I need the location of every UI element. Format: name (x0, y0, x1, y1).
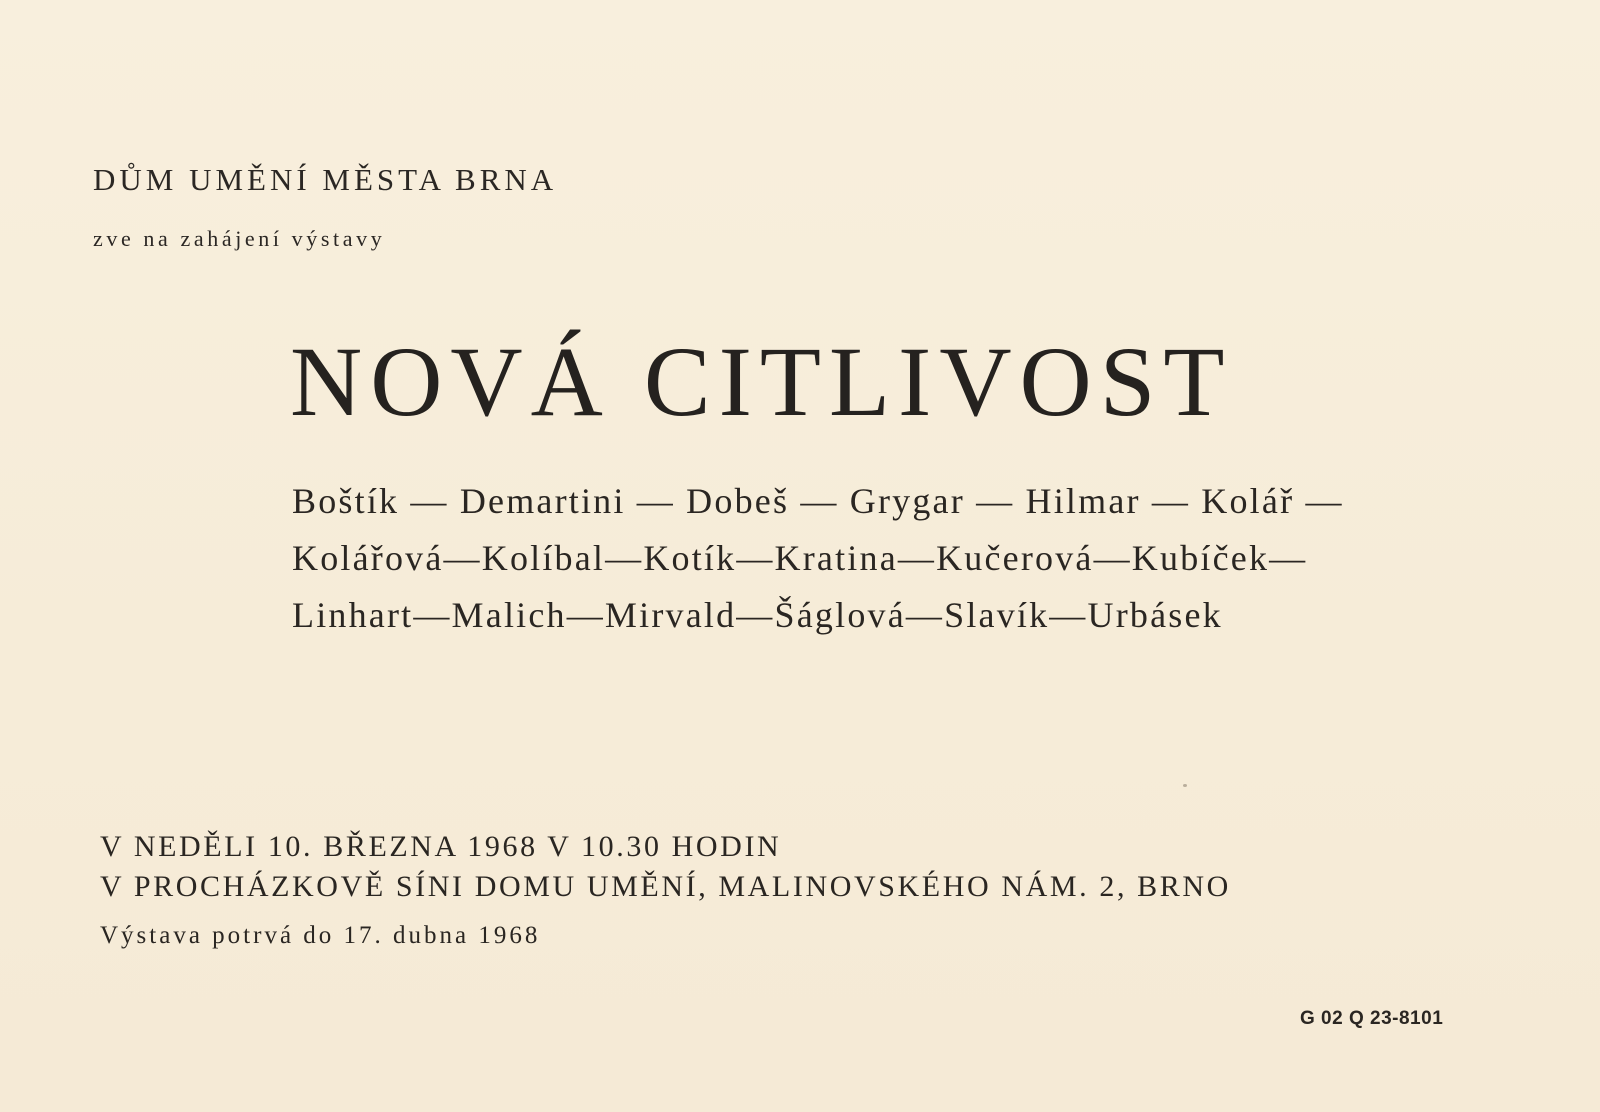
paper-speck (1183, 784, 1187, 787)
artists-line: Kolářová—Kolíbal—Kotík—Kratina—Kučerová—Kubíček— (292, 538, 1308, 578)
exhibition-duration: Výstava potrvá do 17. dubna 1968 (100, 922, 541, 949)
artists-line: Linhart—Malich—Mirvald—Šáglová—Slavík—Urbásek (292, 595, 1223, 635)
artists-list (292, 473, 1344, 644)
opening-venue: V PROCHÁZKOVĚ SÍNI DOMU UMĚNÍ, MALINOVSKÉHO NÁM. 2, BRNO (100, 870, 1231, 903)
print-code: G 02 Q 23-8101 (1300, 1008, 1444, 1029)
opening-details (100, 827, 1231, 907)
invite-line: zve na zahájení výstavy (93, 226, 386, 251)
organizer-name: DŮM UMĚNÍ MĚSTA BRNA (93, 162, 558, 197)
exhibition-title: NOVÁ CITLIVOST (290, 326, 1233, 437)
opening-date-time: V NEDĚLI 10. BŘEZNA 1968 V 10.30 HODIN (100, 830, 782, 863)
artists-line: Boštík — Demartini — Dobeš — Grygar — Hilmar — Kolář — (292, 481, 1344, 521)
